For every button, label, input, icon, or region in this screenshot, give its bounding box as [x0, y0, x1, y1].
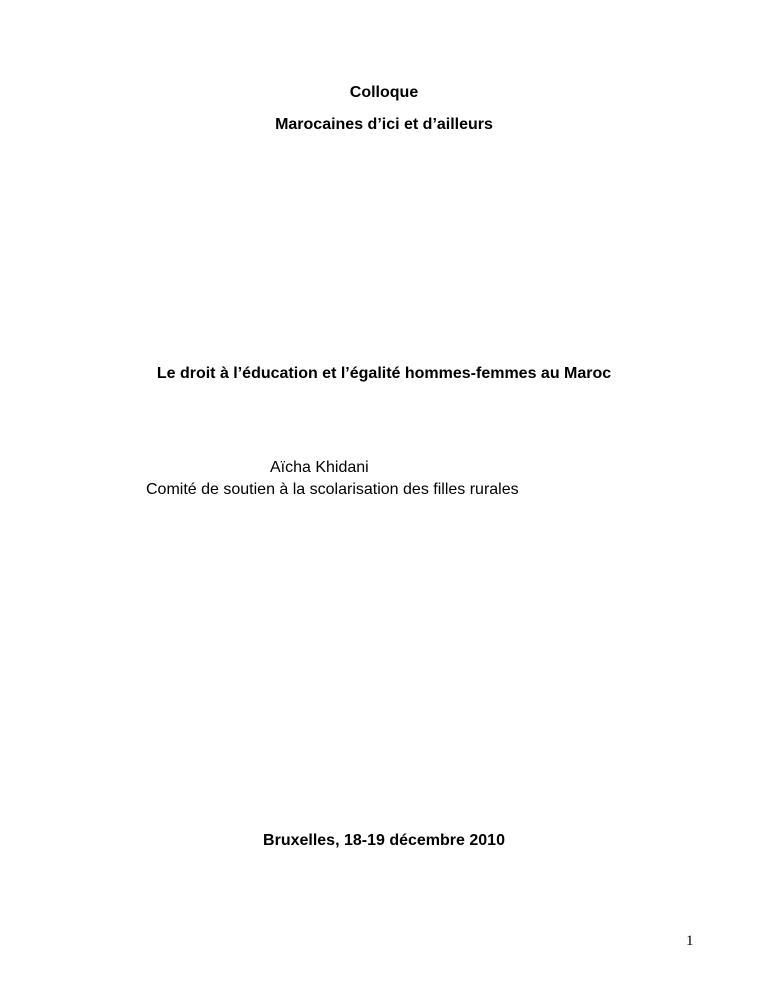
- page-number: 1: [686, 933, 694, 949]
- author-affiliation: Comité de soutien à la scolarisation des filles rurales: [146, 481, 519, 498]
- place-date: Bruxelles, 18-19 décembre 2010: [263, 832, 505, 849]
- author-name: Aïcha Khidani: [270, 459, 369, 476]
- paper-title: Le droit à l’éducation et l’égalité hommes-femmes au Maroc: [156, 365, 612, 382]
- event-title: Marocaines d’ici et d’ailleurs: [275, 116, 493, 133]
- event-type: Colloque: [349, 84, 419, 101]
